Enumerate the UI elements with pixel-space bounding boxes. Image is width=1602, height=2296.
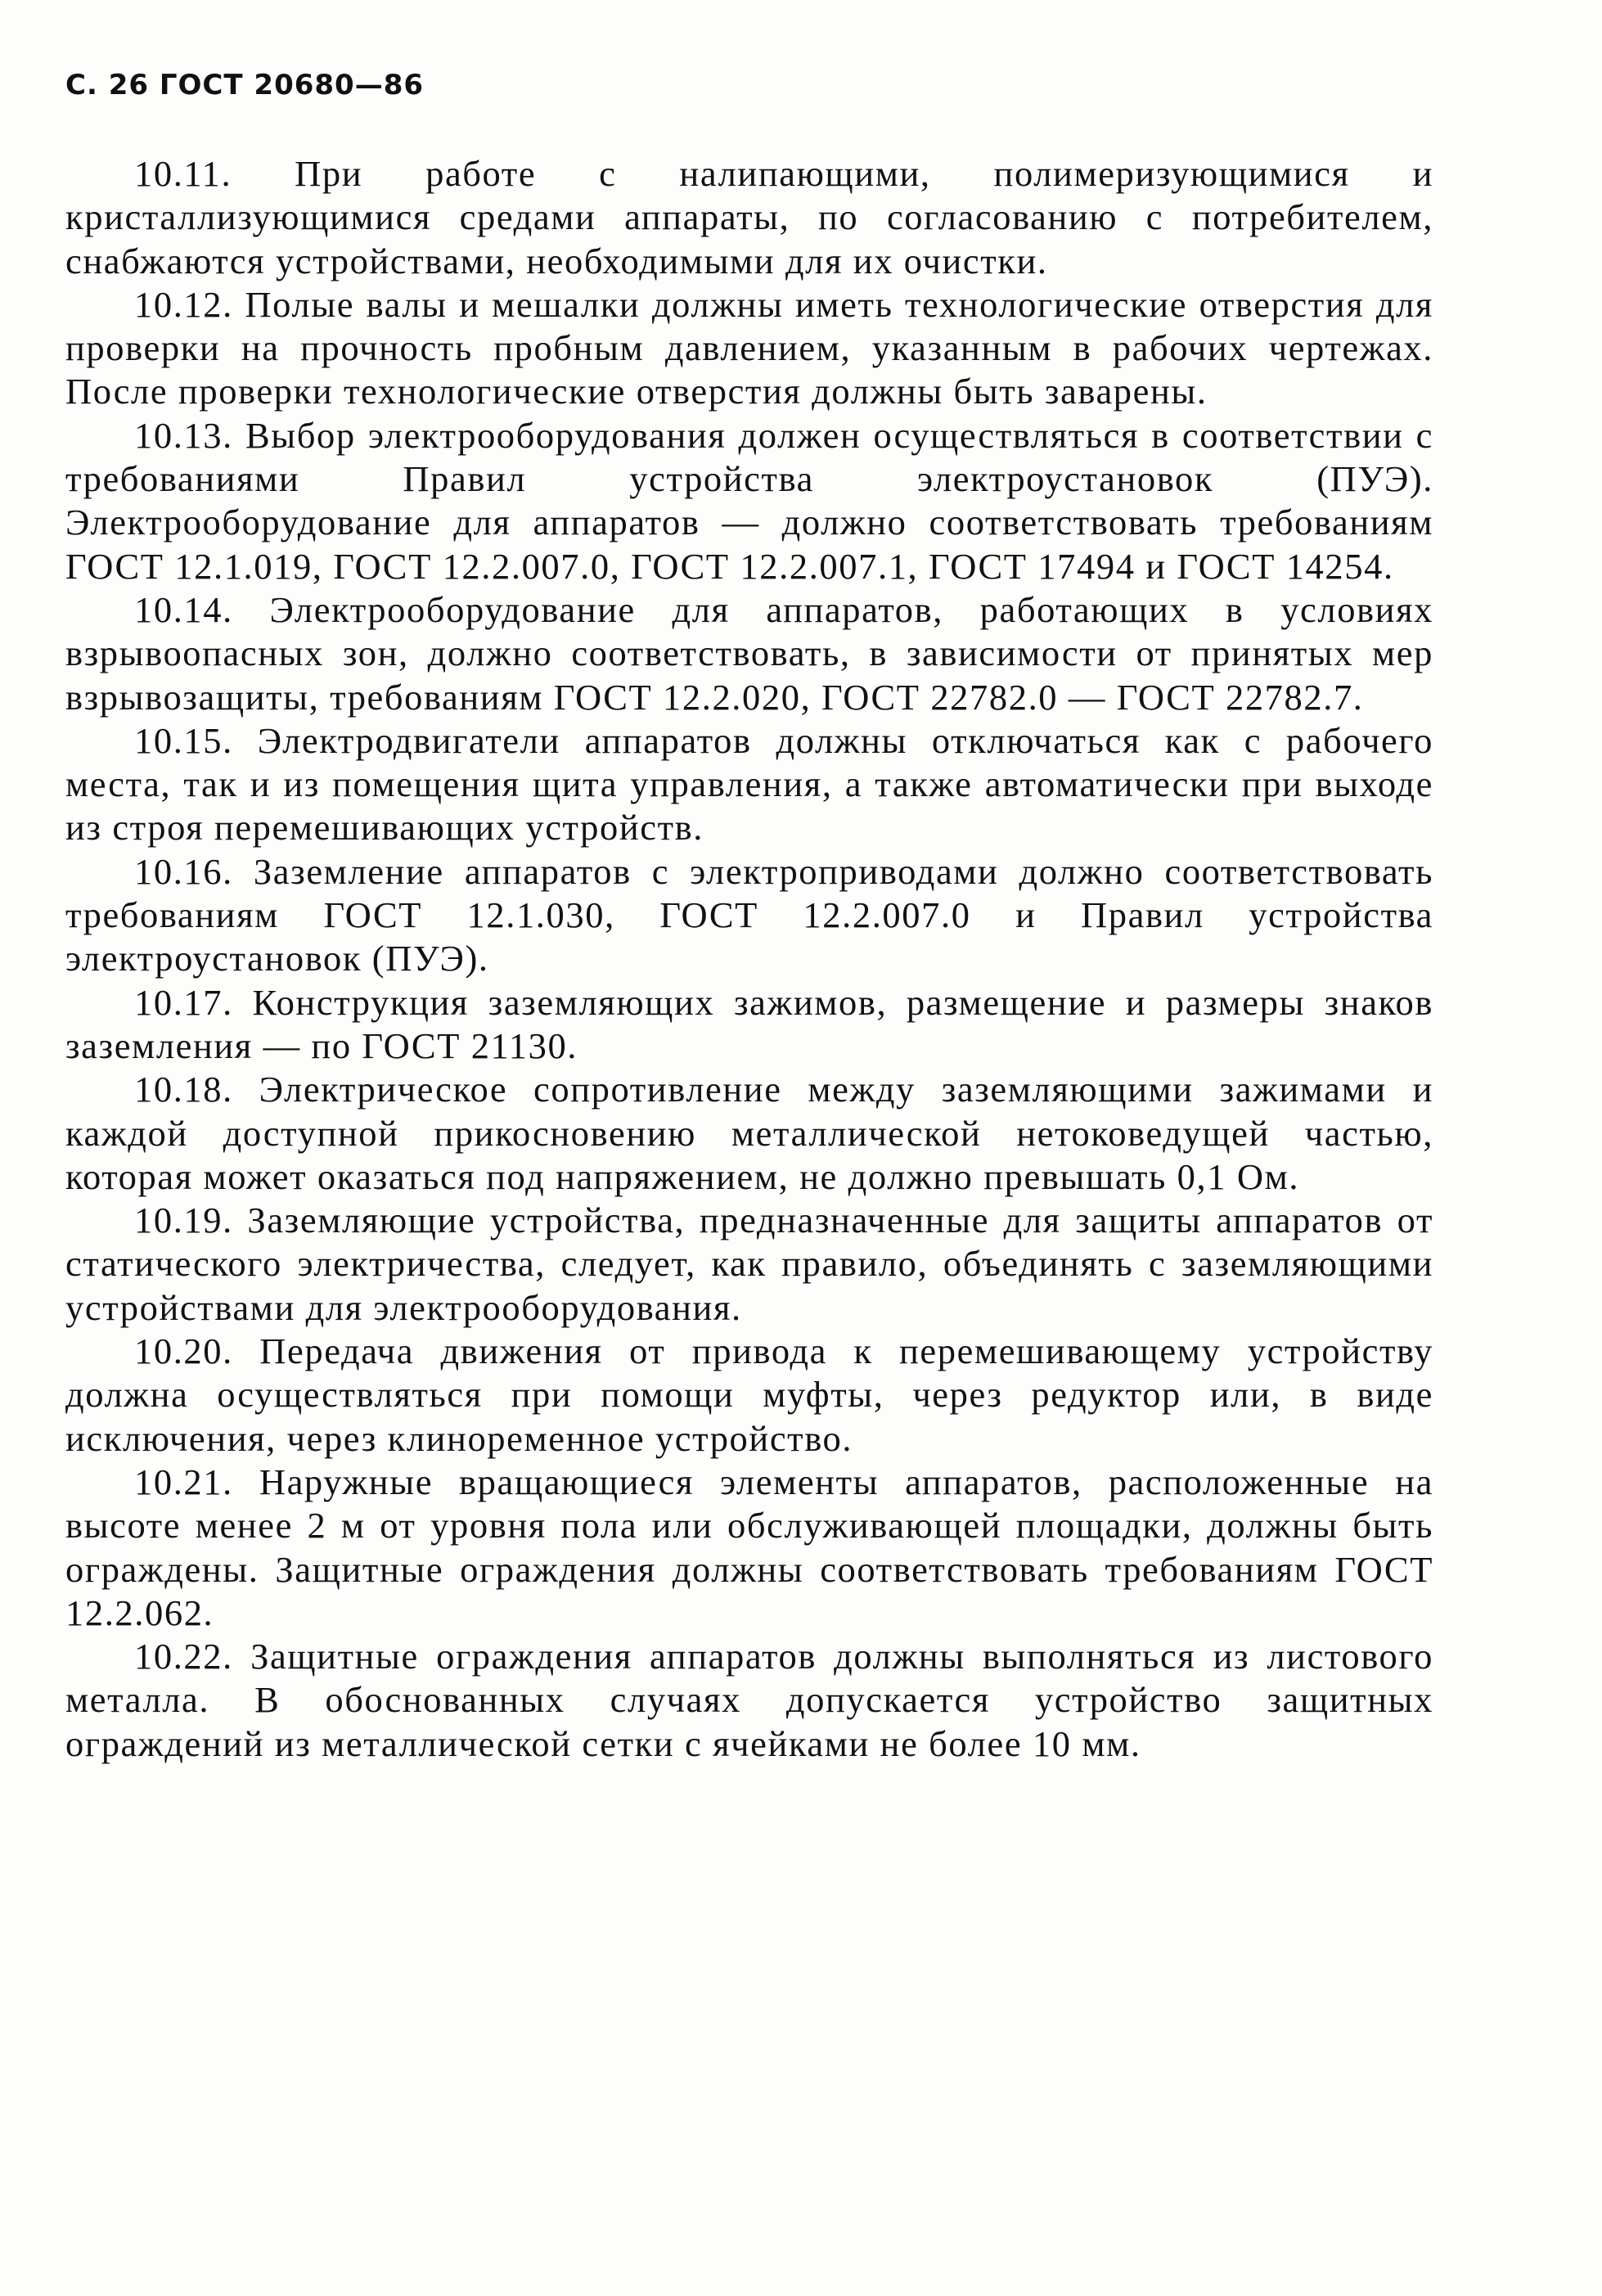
paragraph-number: 10.17. [134, 981, 233, 1023]
paragraph-number: 10.13. [134, 414, 233, 456]
paragraph-10-12 [65, 283, 1433, 414]
paragraph-text: Электрическое сопротивление между заземляющими зажимами и каждой доступной прикосновению металлической нетоковедущей частью, которая может оказаться под напряжением, не должно превышать 0,1 Ом. [65, 1069, 1433, 1197]
body-text [65, 152, 1433, 1766]
paragraph-text: Выбор электрооборудования должен осуществляться в соответствии с требованиями Правил устройства электроустановок (ПУЭ). Электрооборудование для аппаратов — должно соответствовать требованиям ГОСТ 12.1.019, ГОСТ 12.2.007.0, ГОСТ 12.2.007.1, ГОСТ 17494 и ГОСТ 14254. [65, 414, 1433, 587]
paragraph-number: 10.19. [134, 1200, 233, 1241]
paragraph-number: 10.16. [134, 850, 233, 892]
running-head: С. 26 ГОСТ 20680—86 [65, 69, 425, 101]
paragraph-text: Наружные вращающиеся элементы аппаратов, расположенные на высоте менее 2 м от уровня пола или обслуживающей площадки, должны быть ограждены. Защитные ограждения должны соответствовать требованиям ГОСТ 12.2.062. [65, 1461, 1433, 1633]
paragraph-text: Конструкция заземляющих зажимов, размещение и размеры знаков заземления — по ГОСТ 21130. [65, 981, 1433, 1066]
paragraph-text: Заземляющие устройства, предназначенные для защиты аппаратов от статического электричества, следует, как правило, объединять с заземляющими устройствами для электрооборудования. [65, 1200, 1433, 1328]
paragraph-text: Электрооборудование для аппаратов, работающих в условиях взрывоопасных зон, должно соответствовать, в зависимости от принятых мер взрывозащиты, требованиям ГОСТ 12.2.020, ГОСТ 22782.0 — ГОСТ 22782.7. [65, 588, 1433, 718]
paragraph-number: 10.11. [134, 153, 232, 194]
paragraph-number: 10.14. [134, 588, 233, 630]
paragraph-10-11 [65, 152, 1433, 283]
paragraph-10-13 [65, 414, 1433, 588]
paragraph-10-14 [65, 588, 1433, 719]
paragraph-number: 10.20. [134, 1330, 233, 1372]
paragraph-number: 10.12. [134, 283, 233, 325]
paragraph-number: 10.15. [134, 719, 233, 761]
paragraph-number: 10.21. [134, 1461, 233, 1502]
paragraph-text: Электродвигатели аппаратов должны отключаться как с рабочего места, так и из помещения щита управления, а также автоматически при выходе из строя перемешивающих устройств. [65, 719, 1433, 849]
paragraph-text: Передача движения от привода к перемешивающему устройству должна осуществляться при помощи муфты, через редуктор или, в виде исключения, через клиноременное устройство. [65, 1330, 1433, 1459]
paragraph-10-17 [65, 981, 1433, 1069]
paragraph-10-19 [65, 1199, 1433, 1330]
paragraph-10-18 [65, 1068, 1433, 1199]
paragraph-number: 10.22. [134, 1636, 233, 1677]
paragraph-text: Полые валы и мешалки должны иметь технологические отверстия для проверки на прочность пробным давлением, указанным в рабочих чертежах. После проверки технологические отверстия должны быть заварены. [65, 283, 1433, 412]
paragraph-10-22 [65, 1635, 1433, 1766]
paragraph-number: 10.18. [134, 1069, 233, 1110]
paragraph-text: При работе с налипающими, полимеризующимися и кристаллизующимися средами аппараты, по согласованию с потребителем, снабжаются устройствами, необходимыми для их очистки. [65, 153, 1433, 281]
paragraph-text: Заземление аппаратов с электроприводами должно соответствовать требованиям ГОСТ 12.1.030, ГОСТ 12.2.007.0 и Правил устройства электроустановок (ПУЭ). [65, 850, 1433, 979]
paragraph-text: Защитные ограждения аппаратов должны выполняться из листового металла. В обоснованных случаях допускается устройство защитных ограждений из металлической сетки с ячейками не более 10 мм. [65, 1636, 1433, 1764]
paragraph-10-16 [65, 850, 1433, 981]
paragraph-10-15 [65, 719, 1433, 850]
paragraph-10-20 [65, 1330, 1433, 1461]
paragraph-10-21 [65, 1461, 1433, 1635]
